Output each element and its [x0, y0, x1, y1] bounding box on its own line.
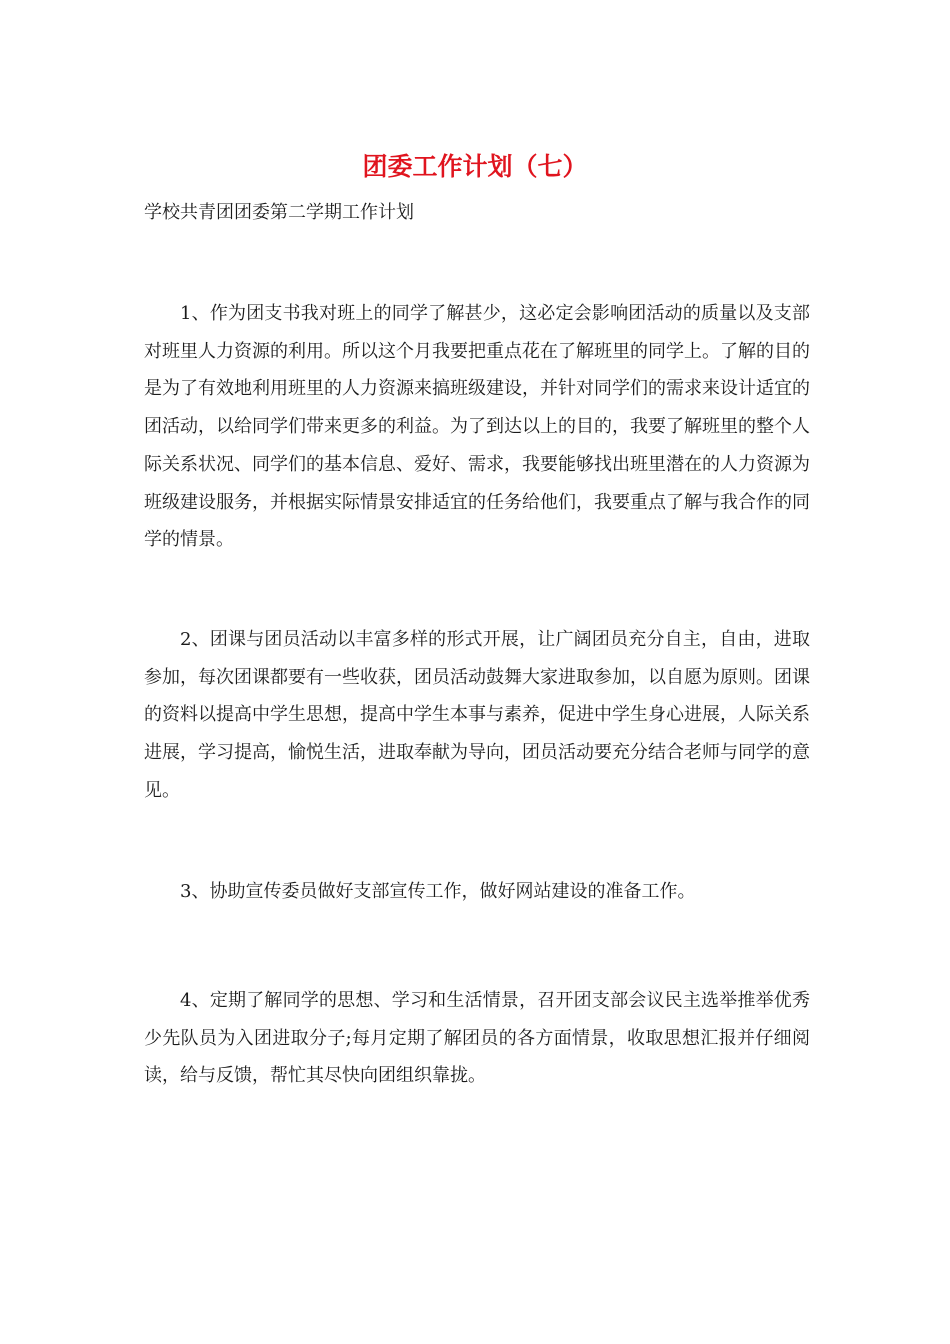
document-subtitle: 学校共青团团委第二学期工作计划 [144, 202, 414, 223]
paragraph-4: 4、定期了解同学的思想、学习和生活情景，召开团支部会议民主选举推举优秀少先队员为入团进取分子;每月定期了解团员的各方面情景，收取思想汇报并仔细阅读，给与反馈，帮忙其尽快向团组织靠拢。 [144, 990, 810, 1087]
paragraph-1: 1、作为团支书我对班上的同学了解甚少，这必定会影响团活动的质量以及支部对班里人力资源的利用。所以这个月我要把重点花在了解班里的同学上。了解的目的是为了有效地利用班里的人力资源来搞班级建设，并针对同学们的需求来设计适宜的团活动，以给同学们带来更多的利益。为了到达以上的目的，我要了解班里的整个人际关系状况、同学们的基本信息、爱好、需求，我要能够找出班里潜在的人力资源为班级建设服务，并根据实际情景安排适宜的任务给他们，我要重点了解与我合作的同学的情景。 [144, 303, 810, 551]
paragraph-2: 2、团课与团员活动以丰富多样的形式开展，让广阔团员充分自主，自由，进取参加，每次团课都要有一些收获，团员活动鼓舞大家进取参加，以自愿为原则。团课的资料以提高中学生思想，提高中学生本事与素养，促进中学生身心进展，人际关系进展，学习提高，愉悦生活，进取奉献为导向，团员活动要充分结合老师与同学的意见。 [144, 629, 810, 801]
document-title: 团委工作计划（七） [362, 152, 588, 181]
paragraph-3: 3、协助宣传委员做好支部宣传工作，做好网站建设的准备工作。 [180, 881, 696, 902]
